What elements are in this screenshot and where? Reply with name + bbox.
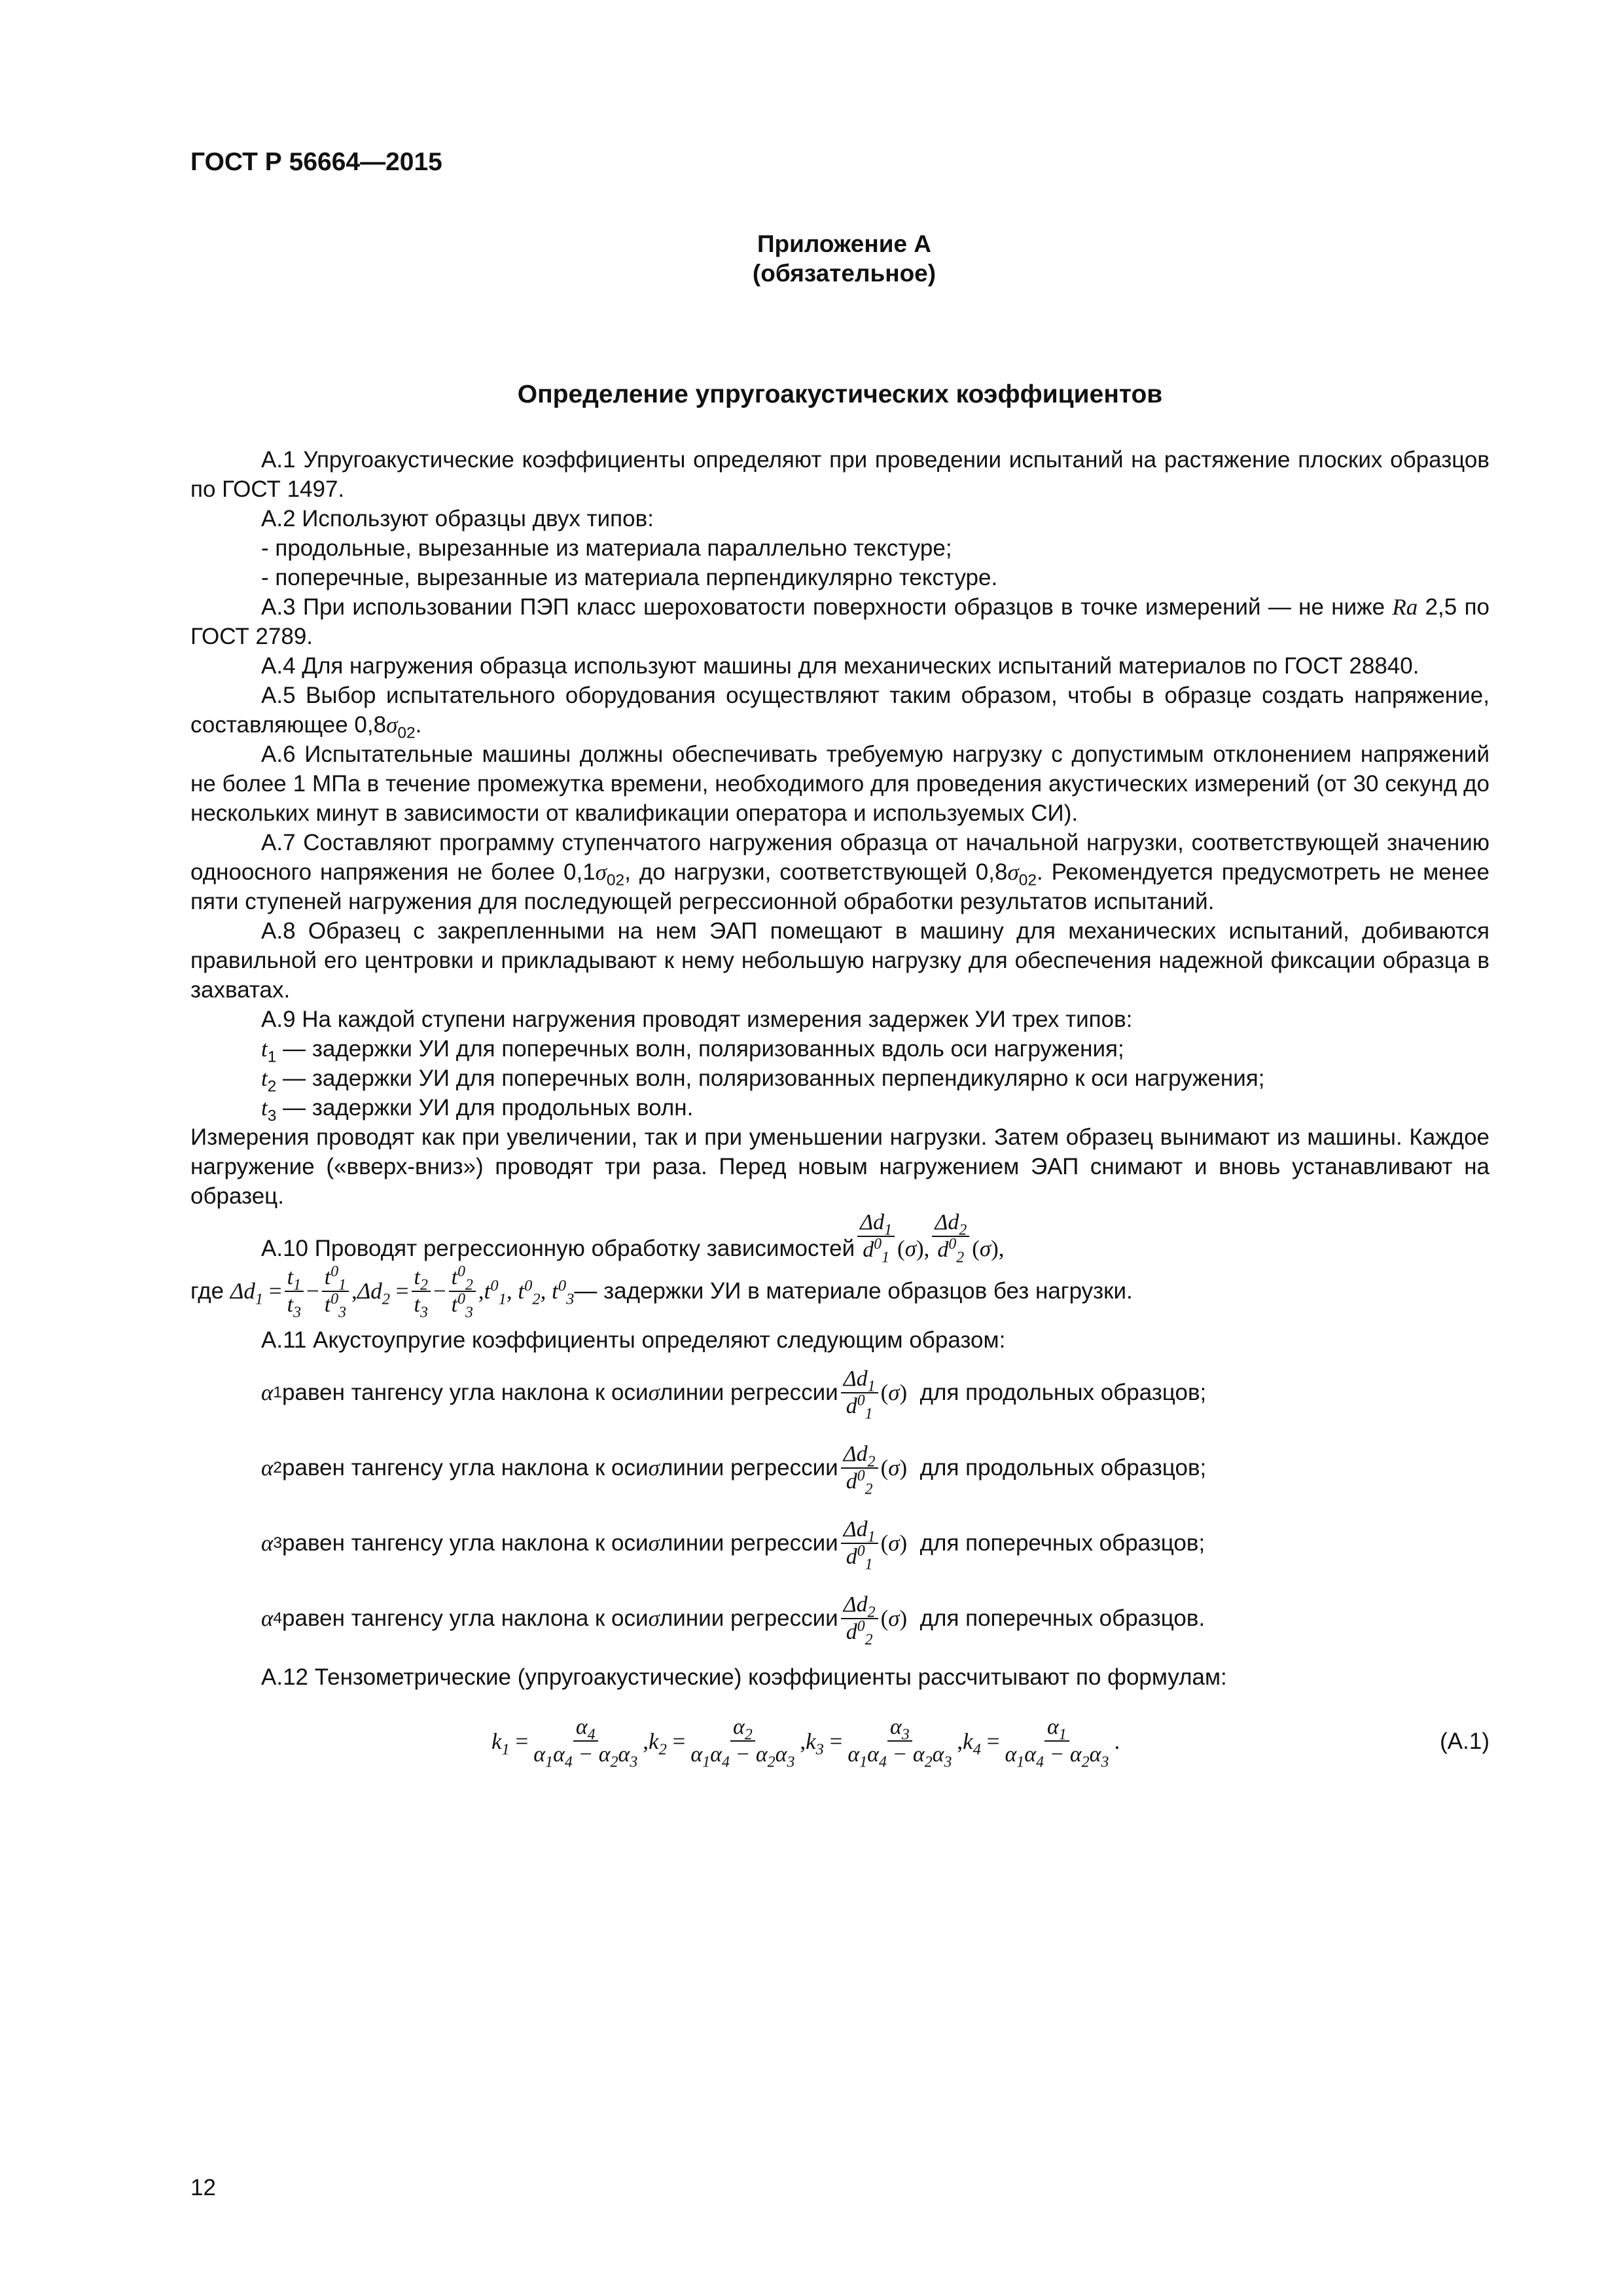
formula-fraction: $\frac{\Delta d_1}{d^0_1}$ (857, 1210, 895, 1263)
formula-a1: $k_1$ = $\frac{\alpha_4}{\alpha_1\alpha_4 - \alpha_2\alpha_3}$ , $k_2$ = $\frac{\alpha_2}{\alpha_1\alpha_4 - \alpha_2\alpha_3}$ , $k_3$ = $\frac{\alpha_3}{\alpha_1\alpha_4 - \alpha_2\alpha_3}$ , $k_4$ = $\frac{\alpha_1}{\alpha_1\alpha_4 - \alpha_2\alpha_3}$ . (А.1) (491, 1715, 1489, 1771)
paragraph-a1: А.1 Упругоакустические коэффициенты определяют при проведении испытаний на растяжение плоских образцов по ГОСТ 1497. (190, 447, 1489, 502)
paragraph-a10-where: где $\Delta d_1$ = $\frac{t_1}{t_3}$ − $\frac{t^0_1}{t^0_3}$ , $\Delta d_2$ = $\frac{t_2}{t_3}$ − $\frac{t^0_2}{t^0_3}$ , $t^0_1$, $t^0_2$, $t^0_3$ — задержки УИ в материале образцов без нагрузки. (190, 1263, 1133, 1321)
paragraph-a6: А.6 Испытательные машины должны обеспечивать требуемую нагрузку с допустимым отклонением напряжений не более 1 МПа в течение промежутка времени, необходимого для проведения акустических измерений (от 30 секунд до нескольких минут в зависимости от квалификации оператора и используемых СИ). (190, 742, 1489, 826)
paragraph-a4: А.4 Для нагружения образца используют машины для механических испытаний материалов по ГОСТ 28840. (261, 653, 1419, 679)
paragraph-a9: А.9 На каждой ступени нагружения проводят измерения задержек УИ трех типов: (261, 1007, 1133, 1032)
alpha4-definition: α 4 равен тангенсу угла наклона к оси σ линии регрессии $\frac{\Delta d_2}{d^0_2}$ ( σ ) для поперечных образцов. (261, 1592, 1205, 1648)
alpha1-definition: α 1 равен тангенсу угла наклона к оси σ линии регрессии $\frac{\Delta d_1}{d^0_1}$ ( σ ) для продольных образцов; (261, 1366, 1207, 1422)
formula-delta-d2: $\Delta d_2$ = (357, 1278, 409, 1308)
paragraph-a11: А.11 Акустоупругие коэффициенты определяют следующим образом: (261, 1327, 1006, 1353)
paragraph-a5: А.5 Выбор испытательного оборудования осуществляют таким образом, чтобы в образце создать напряжение, составляющее $0,8\sigma_{02}$. (190, 683, 1489, 742)
formula-delta-d1: $\Delta d_1$ = (230, 1278, 282, 1308)
paragraph-a12: А.12 Тензометрические (упругоакустические) коэффициенты рассчитывают по формулам: (261, 1664, 1227, 1690)
alpha2-definition: α 2 равен тангенсу угла наклона к оси σ линии регрессии $\frac{\Delta d_2}{d^0_2}$ ( σ ) для продольных образцов; (261, 1441, 1207, 1498)
formula-fraction: $\frac{\Delta d_2}{d^0_2}$ (932, 1210, 969, 1263)
document-header: ГОСТ Р 56664—2015 (190, 148, 442, 176)
annex-status: (обязательное) (752, 260, 936, 287)
paragraph-a8: А.8 Образец с закрепленными на нем ЭАП помещают в машину для механических испытаний, добиваются правильной его центровки и прикладывают к нему небольшую нагрузку для обеспечения надежной фиксации образца в захватах. (190, 918, 1489, 1003)
paragraph-a9-tail: Измерения проводят как при увеличении, так и при уменьшении нагрузки. Затем образец вынимают из машины. Каждое нагружение («вверх-вниз») проводят три раза. Перед новым нагружением ЭАП снимают и вновь устанавливают на образец. (190, 1124, 1489, 1209)
list-item: - поперечные, вырезанные из материала перпендикулярно текстуре. (261, 565, 998, 590)
paragraph-a7: А.7 Составляют программу ступенчатого нагружения образца от начальной нагрузки, соответствующей значению одноосного напряжения не более $0,1\sigma_{02}$, до нагрузки, соответствующей $0,8\sigma_{02}$. Рекомендуется предусмотреть не менее пяти ступеней нагружения для последующей регрессионной обработки результатов испытаний. (190, 830, 1489, 914)
list-item-t1: $t_1$ — задержки УИ для поперечных волн, поляризованных вдоль оси нагружения; (261, 1036, 1124, 1066)
equation-number: (А.1) (1440, 1729, 1489, 1754)
paragraph-a2: А.2 Используют образцы двух типов: (261, 506, 654, 531)
document-body (190, 445, 1489, 1780)
list-item-t3: $t_3$ — задержки УИ для продольных волн. (261, 1095, 694, 1125)
alpha3-definition: α 3 равен тангенсу угла наклона к оси σ линии регрессии $\frac{\Delta d_1}{d^0_1}$ ( σ ) для поперечных образцов; (261, 1516, 1205, 1573)
annex-title: Приложение А (757, 230, 932, 257)
paragraph-a3: А.3 При использовании ПЭП класс шероховатости поверхности образцов в точке измерений — не ниже Ra 2,5 по ГОСТ 2789. (190, 594, 1489, 649)
list-item: - продольные, вырезанные из материала параллельно текстуре; (261, 535, 952, 561)
section-title: Определение упругоакустических коэффициентов (517, 380, 1163, 408)
list-item-t2: $t_2$ — задержки УИ для поперечных волн, поляризованных перпендикулярно к оси нагружения; (261, 1066, 1265, 1096)
page-number: 12 (190, 2175, 216, 2200)
paragraph-a10: А.10 Проводят регрессионную обработку зависимостей $\frac{\Delta d_1}{d^0_1}$ ( σ ), $\frac{\Delta d_2}{d^0_2}$ ( σ ), (261, 1210, 1005, 1266)
